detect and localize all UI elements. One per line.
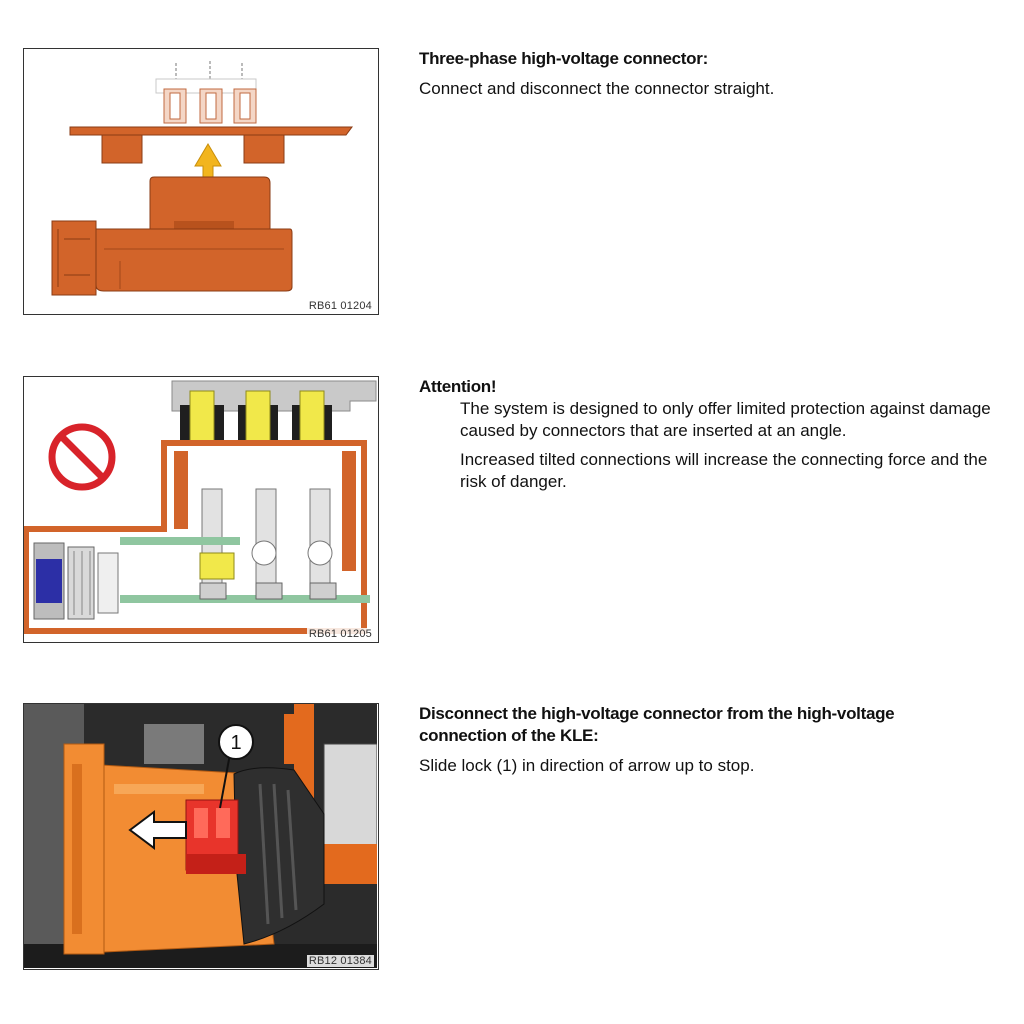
attention-text: Increased tilted connections will increase the connecting force and the risk of danger.: [460, 450, 988, 491]
connector-body: [52, 177, 292, 295]
figure-slide-lock: [23, 703, 379, 970]
attention-text: The system is designed to only offer limited protection against damage caused by connectors that are inserted at an angle.: [460, 399, 991, 440]
figure-straight-connection: [23, 48, 379, 315]
instruction-text: Slide lock (1) in direction of arrow up to stop.: [419, 756, 755, 775]
insert-direction-arrow: [195, 144, 221, 181]
callout-number: 1: [230, 732, 242, 754]
slide-lock: [186, 800, 246, 874]
slide-lock-photo: [24, 704, 377, 968]
figure-tilted-warning: [23, 376, 379, 643]
section-heading: Disconnect the high-voltage connector from the high-voltage connection of the KLE:: [419, 704, 895, 745]
tilted-connector-cutaway: [24, 377, 377, 641]
instruction-text: Connect and disconnect the connector straight.: [419, 79, 775, 98]
section-straight-connection: [419, 48, 1009, 100]
figure-code: RB61 01204: [308, 300, 372, 312]
section-attention: [419, 376, 1009, 493]
section-heading: Three-phase high-voltage connector:: [419, 49, 708, 68]
section-disconnect: [419, 703, 1009, 777]
attention-heading: Attention!: [419, 377, 497, 396]
contact-pins: [156, 61, 256, 123]
cable-gland: [34, 543, 118, 619]
figure-code: RB12 01384: [308, 955, 372, 967]
prohibition-icon: [52, 427, 112, 487]
connector-straight-illustration: [24, 49, 377, 313]
figure-code: RB61 01205: [308, 628, 372, 640]
